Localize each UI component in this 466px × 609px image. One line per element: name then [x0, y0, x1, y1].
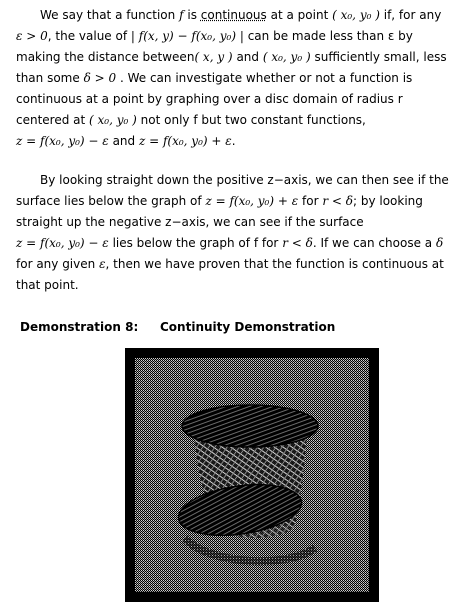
- continuity-plot-graphic: [125, 348, 379, 602]
- para1-text-6: can be made less than ε by making the distance between: [16, 29, 413, 64]
- para2-text-7: , then we have proven that the function is continuous at that point.: [16, 257, 444, 292]
- para1-text-12: .: [231, 134, 236, 148]
- demonstration-heading: [20, 320, 335, 334]
- math-z-plus-epsilon: z = f(x₀, y₀) + ε: [138, 134, 232, 148]
- para1-text-10: not only f but two constant functions,: [140, 113, 366, 127]
- math-epsilon: ε: [99, 257, 106, 271]
- para1-text-5: , the value of: [47, 29, 128, 43]
- para1-text-1: We say that a function: [40, 8, 176, 22]
- math-delta: δ: [435, 236, 444, 250]
- para2-text-2: for: [302, 194, 319, 208]
- math-delta-positive: δ > 0: [83, 71, 117, 85]
- math-z-minus-epsilon: z = f(x₀, y₀) − ε: [16, 134, 109, 148]
- demonstration-title: Continuity Demonstration: [160, 320, 336, 334]
- para1-text-4: if, for any: [383, 8, 442, 22]
- para2-text-5: . If we can choose a: [312, 236, 433, 250]
- math-z-plus-epsilon: z = f(x₀, y₀) + ε: [205, 194, 299, 208]
- continuous-link[interactable]: continuous: [200, 8, 267, 22]
- math-point-x0y0: ( x₀, y₀ ): [89, 113, 137, 127]
- para1-text-3: at a point: [270, 8, 329, 22]
- math-epsilon-positive: ε > 0: [16, 29, 48, 43]
- para2-text-4: lies below the graph of f for: [112, 236, 279, 250]
- para2-text-6: for any given: [16, 257, 96, 271]
- intro-paragraph: [16, 5, 456, 152]
- math-point-x0y0: ( x₀, y₀ ): [262, 50, 311, 64]
- math-z-minus-epsilon: z = f(x₀, y₀) − ε: [16, 236, 109, 250]
- para2-text-3: ; by looking straight up the negative z−axis, we can see if the surface: [16, 194, 423, 229]
- math-abs-difference: | f(x, y) − f(x₀, y₀) |: [130, 29, 244, 43]
- math-point-xy: ( x, y ): [194, 50, 233, 64]
- math-f: f: [179, 8, 184, 22]
- para2-text-1: By looking straight down the positive z−axis, we can then see if the surface lies below the graph of: [16, 173, 449, 208]
- para1-text-11: and: [112, 134, 136, 148]
- math-r-less-delta: r < δ: [282, 236, 313, 250]
- demonstration-label: Demonstration 8:: [20, 320, 139, 334]
- math-r-less-delta: r < δ: [322, 194, 353, 208]
- para1-text-9: . We can investigate whether or not a function is continuous at a point by graphing over a disc domain of radius r centered at: [16, 71, 413, 127]
- explanation-paragraph: [16, 170, 456, 296]
- para1-text-2: is: [187, 8, 197, 22]
- para1-text-8: sufficiently small, less than some: [16, 50, 447, 85]
- para1-text-7: and: [236, 50, 260, 64]
- continuity-demonstration-image[interactable]: [125, 348, 379, 602]
- math-point-x0y0: ( x₀, y₀ ): [332, 8, 380, 22]
